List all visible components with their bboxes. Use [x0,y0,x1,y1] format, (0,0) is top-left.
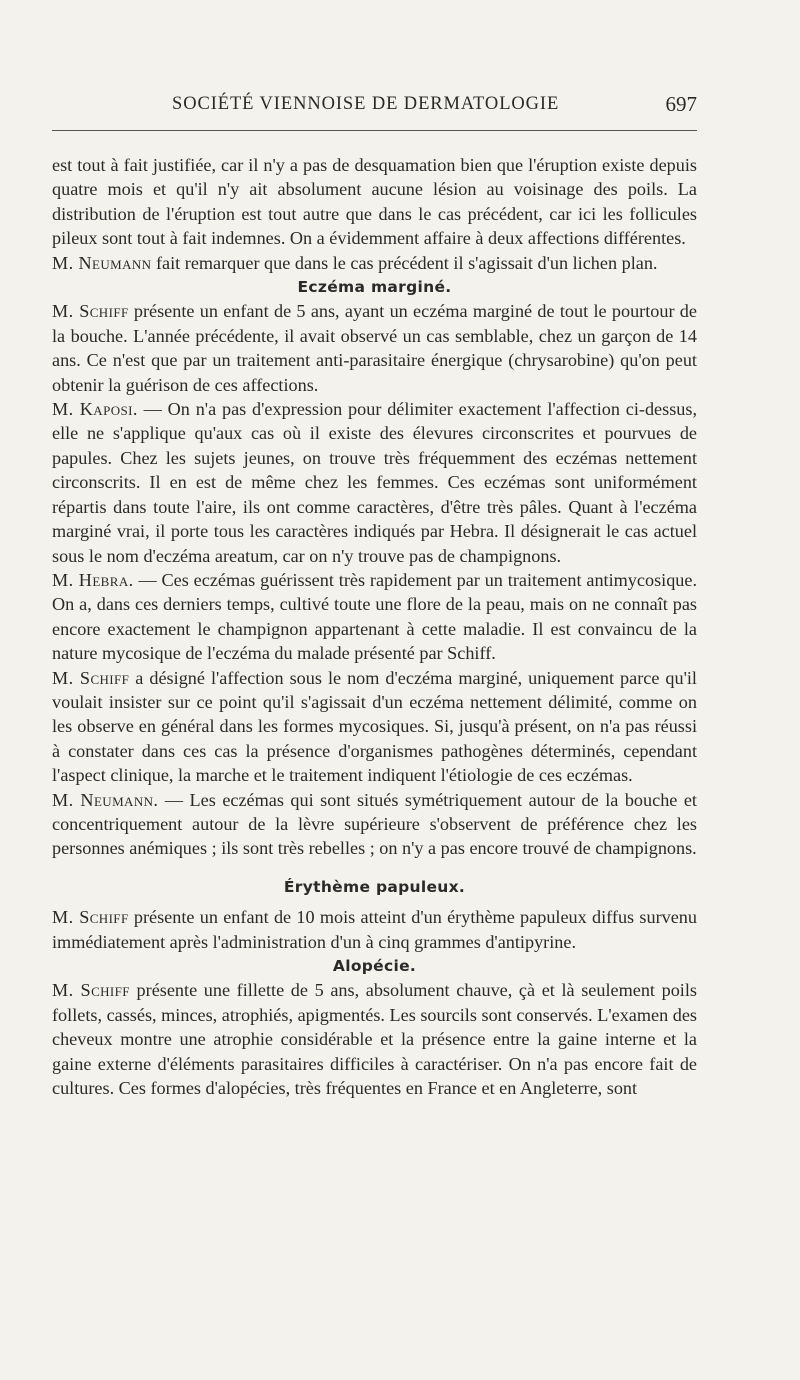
running-title: SOCIÉTÉ VIENNOISE DE DERMATOLOGIE [172,94,560,114]
speaker-name: M. Schiff [52,907,129,928]
paragraph: M. Schiff présente une fillette de 5 ans, absolument chauve, çà et là seulement poils follets, cassés, minces, atrophiés, apigmentés. Les sourcils sont conservés. L'examen des cheveux montre une atrophie considérable et la présence entre la gaine interne et la gaine externe d'éléments parasitaires difficiles à caractériser. On n'a pas encore fait de cultures. Ces formes d'alopécies, très fréquentes en France et en Angleterre, sont [52,980,697,1099]
speaker-name: M. Kaposi. [52,399,138,420]
paragraph: M. Kaposi. — On n'a pas d'expression pour délimiter exactement l'affection ci-dessus, elle ne s'applique qu'aux cas où il existe des élevures circonscrites et pourvues de papules. Chez les sujets jeunes, on trouve très fréquemment des eczémas nettement circonscrits. Il en est de même chez les femmes. Ces eczémas sont uniformément répartis dans toute l'aire, ils ont comme caractères, d'être très pâles. Quant à l'eczéma marginé vrai, il porte tous les caractères indiqués par Hebra. Il désignerait le cas actuel sous le nom d'eczéma areatum, car on n'y trouve pas de champignons. [52,399,697,566]
section-heading: Alopécie. [332,957,417,975]
speaker-name: M. Schiff [52,980,130,1001]
running-header [52,92,697,122]
speaker-name: M. Hebra. [52,569,134,590]
paragraph: M. Neumann. — Les eczémas qui sont situés symétriquement autour de la bouche et concentriquement autour de la lèvre supérieure s'observent de préférence chez les personnes anémiques ; ils sont très rebelles ; on n'y a pas encore trouvé de champignons. [52,789,697,859]
section-heading: Érythème papuleux. [283,877,466,896]
page-body [52,153,697,1100]
paragraph: M. Hebra. — Ces eczémas guérissent très rapidement par un traitement antimycosique. On a, dans ces derniers temps, cultivé toute une flore de la peau, mais on ne connaît pas encore exactement le champignon appartenant à cette maladie. Il est convaincu de la nature mycosique de l'eczéma du malade présenté par Schiff. [52,569,698,664]
paragraph: M. Schiff présente un enfant de 5 ans, ayant un eczéma marginé de tout le pourtour de la bouche. L'année précédente, il avait observé un cas semblable, chez un garçon de 14 ans. Ce n'est que par un traitement anti-parasitaire énergique (chrysarobine) qu'on peut obtenir la guérison de ces affections. [52,301,697,395]
paragraph: M. Schiff a désigné l'affection sous le nom d'eczéma marginé, uniquement parce qu'il voulait insister sur ce point qu'il s'agissait d'un eczéma nettement délimité, comme on les observe en général dans les formes mycosiques. Si, jusqu'à présent, on n'a pas réussi à constater dans ces cas la présence d'organismes pathogènes déterminés, cependant l'aspect clinique, la marche et le traitement indiquent l'étiologie de ces eczémas. [52,667,697,786]
paragraph: M. Schiff présente un enfant de 10 mois atteint d'un érythème papuleux diffus survenu immédiatement après l'administration d'un à cinq grammes d'antipyrine. [52,907,697,952]
speaker-name: M. Schiff [52,301,129,322]
paragraph: est tout à fait justifiée, car il n'y a pas de desquamation bien que l'éruption existe depuis quatre mois et qu'il n'y ait absolument aucune lésion au voisinage des poils. La distribution de l'éruption est tout autre que dans le cas précédent, car ici les follicules pileux sont tout à fait indemnes. On a évidemment affaire à deux affections différentes. [52,155,697,249]
section-heading: Eczéma marginé. [297,278,452,297]
speaker-name: M. Neumann [52,252,152,273]
header-rule [52,130,697,131]
speaker-name: M. Schiff [52,667,130,688]
speaker-name: M. Neumann. [52,789,159,810]
paragraph: M. Neumann fait remarquer que dans le cas précédent il s'agissait d'un lichen plan. [52,252,658,273]
page-number: 697 [665,92,697,116]
